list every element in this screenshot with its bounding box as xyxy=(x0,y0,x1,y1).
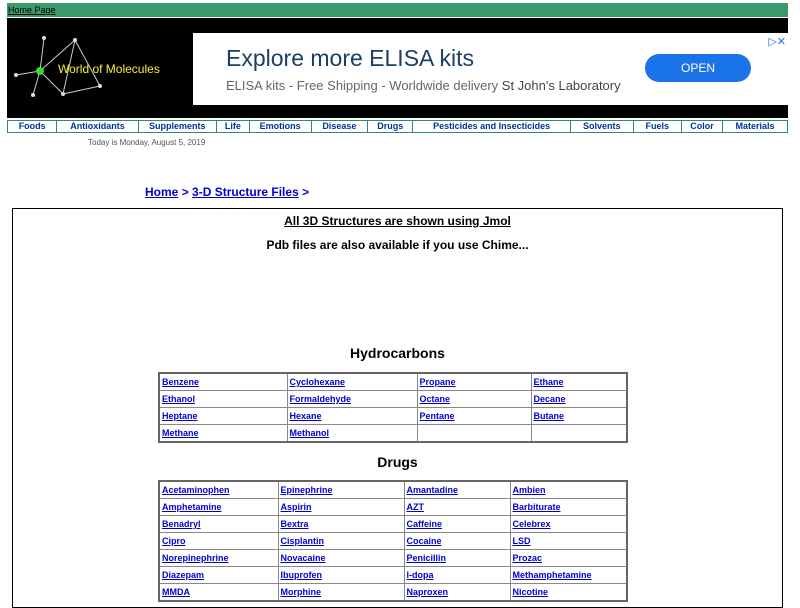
jmol-note: All 3D Structures are shown using Jmol xyxy=(284,214,511,228)
molecule-link[interactable]: Cisplantin xyxy=(280,536,325,546)
molecule-link[interactable]: Celebrex xyxy=(512,519,551,529)
table-cell[interactable] xyxy=(159,373,287,391)
molecule-link[interactable]: Nicotine xyxy=(512,587,549,597)
molecule-link[interactable]: Diazepam xyxy=(162,570,205,580)
molecule-link[interactable]: Methamphetamine xyxy=(512,570,592,580)
molecule-link[interactable]: Amantadine xyxy=(406,485,459,495)
ad-subtitle xyxy=(226,78,621,93)
table-cell[interactable] xyxy=(159,516,278,533)
nav-link-disease[interactable]: Disease xyxy=(322,121,357,131)
table-cell[interactable] xyxy=(278,533,404,550)
table-cell[interactable] xyxy=(510,567,627,584)
logo-text: World of Molecules xyxy=(58,62,160,76)
nav-item-emotions[interactable] xyxy=(249,121,311,133)
molecule-link[interactable]: MMDA xyxy=(162,587,190,597)
table-cell[interactable] xyxy=(159,584,278,602)
table-cell[interactable] xyxy=(159,481,278,499)
molecule-link[interactable]: Prozac xyxy=(512,553,543,563)
table-cell[interactable] xyxy=(404,550,510,567)
drugs-heading: Drugs xyxy=(377,454,418,470)
site-header xyxy=(7,18,788,118)
table-cell[interactable] xyxy=(159,550,278,567)
nav-link-antioxidants[interactable]: Antioxidants xyxy=(70,121,125,131)
nav-link-color[interactable]: Color xyxy=(690,121,714,131)
breadcrumb-separator: > xyxy=(181,185,189,199)
molecule-link[interactable]: Naproxen xyxy=(406,587,449,597)
nav-item-solvents[interactable] xyxy=(570,121,633,133)
home-page-link[interactable]: Home Page xyxy=(8,5,56,15)
nav-link-supplements[interactable]: Supplements xyxy=(149,121,206,131)
table-cell[interactable] xyxy=(404,584,510,602)
ad-choices-icon[interactable]: ▷✕ xyxy=(768,36,786,48)
table-cell[interactable] xyxy=(404,567,510,584)
table-cell[interactable] xyxy=(278,550,404,567)
molecule-link[interactable]: Pentane xyxy=(419,411,455,421)
nav-link-life[interactable]: Life xyxy=(224,121,241,131)
table-cell[interactable] xyxy=(417,373,531,391)
molecule-link[interactable]: Cipro xyxy=(162,536,186,546)
molecule-link[interactable]: Methane xyxy=(162,428,199,438)
table-row xyxy=(159,481,627,499)
nav-item-supplements[interactable] xyxy=(138,121,216,133)
table-cell[interactable] xyxy=(278,584,404,602)
nav-item-pesticides[interactable] xyxy=(413,121,570,133)
molecule-link[interactable]: Caffeine xyxy=(406,519,443,529)
table-cell[interactable] xyxy=(287,391,417,408)
nav-link-solvents[interactable]: Solvents xyxy=(582,121,621,131)
nav-link-pesticides[interactable]: Pesticides and Insecticides xyxy=(433,121,551,131)
table-row xyxy=(159,425,627,443)
molecule-link[interactable]: Norepinephrine xyxy=(162,553,229,563)
molecule-link[interactable]: Ethane xyxy=(533,377,564,387)
nav-item-drugs[interactable] xyxy=(368,121,413,133)
ad-advertiser: St John's Laboratory xyxy=(501,78,621,93)
molecule-link[interactable]: Morphine xyxy=(280,587,321,597)
molecule-link[interactable]: Octane xyxy=(419,394,451,404)
table-cell[interactable] xyxy=(510,499,627,516)
table-cell[interactable] xyxy=(159,425,287,443)
table-cell[interactable] xyxy=(159,533,278,550)
molecule-link[interactable]: LSD xyxy=(512,536,531,546)
top-bar xyxy=(7,3,788,17)
table-cell[interactable] xyxy=(278,481,404,499)
table-row xyxy=(159,408,627,425)
table-row xyxy=(159,499,627,516)
table-cell[interactable] xyxy=(510,550,627,567)
nav-item-foods[interactable] xyxy=(8,121,57,133)
molecule-link[interactable]: Decane xyxy=(533,394,566,404)
molecule-link[interactable]: Penicillin xyxy=(406,553,447,563)
molecule-link[interactable]: Benadryl xyxy=(162,519,201,529)
molecule-link[interactable]: Formaldehyde xyxy=(289,394,352,404)
nav-link-drugs[interactable]: Drugs xyxy=(377,121,404,131)
table-cell[interactable] xyxy=(159,391,287,408)
category-nav xyxy=(7,120,788,133)
molecule-link[interactable]: Cocaine xyxy=(406,536,442,546)
table-cell[interactable] xyxy=(278,499,404,516)
ad-open-button[interactable]: OPEN xyxy=(645,54,751,82)
nav-item-disease[interactable] xyxy=(311,121,368,133)
nav-item-color[interactable] xyxy=(681,121,722,133)
nav-link-emotions[interactable]: Emotions xyxy=(259,121,301,131)
table-row xyxy=(159,584,627,602)
table-cell[interactable] xyxy=(404,499,510,516)
breadcrumb xyxy=(145,185,309,199)
hydrocarbons-heading: Hydrocarbons xyxy=(350,345,445,361)
chime-note: Pdb files are also available if you use Chime... xyxy=(266,238,529,252)
table-cell[interactable] xyxy=(510,481,627,499)
table-cell[interactable] xyxy=(278,516,404,533)
table-cell[interactable] xyxy=(404,481,510,499)
table-cell[interactable] xyxy=(159,499,278,516)
molecule-link[interactable]: Epinephrine xyxy=(280,485,333,495)
table-cell[interactable] xyxy=(531,391,627,408)
nav-link-foods[interactable]: Foods xyxy=(18,121,46,131)
molecule-link[interactable]: Butane xyxy=(533,411,565,421)
table-cell[interactable] xyxy=(417,391,531,408)
molecule-link[interactable]: Ambien xyxy=(512,485,546,495)
ad-title[interactable]: Explore more ELISA kits xyxy=(226,45,474,71)
table-cell[interactable] xyxy=(404,533,510,550)
breadcrumb-separator: > xyxy=(302,185,310,199)
molecule-link[interactable]: Methanol xyxy=(289,428,329,438)
drugs-table xyxy=(158,480,628,602)
structures-panel xyxy=(12,208,783,608)
nav-item-fuels[interactable] xyxy=(633,121,681,133)
nav-link-materials[interactable]: Materials xyxy=(735,121,775,131)
molecule-link[interactable]: l-dopa xyxy=(406,570,434,580)
breadcrumb-home-link[interactable]: Home xyxy=(145,185,179,199)
molecule-link[interactable]: Novacaine xyxy=(280,553,326,563)
table-cell[interactable] xyxy=(287,425,417,443)
breadcrumb-current-link[interactable]: 3-D Structure Files xyxy=(192,185,299,199)
table-cell[interactable] xyxy=(287,373,417,391)
table-cell[interactable] xyxy=(417,408,531,425)
molecule-link[interactable]: Acetaminophen xyxy=(162,485,230,495)
table-cell[interactable] xyxy=(510,516,627,533)
table-row xyxy=(159,550,627,567)
table-cell[interactable] xyxy=(531,408,627,425)
molecule-link[interactable]: Aspirin xyxy=(280,502,312,512)
molecule-link[interactable]: Benzene xyxy=(162,377,200,387)
date-text: Today is Monday, August 5, 2019 xyxy=(88,138,206,147)
table-cell[interactable] xyxy=(278,567,404,584)
table-row xyxy=(159,533,627,550)
molecule-link[interactable]: Amphetamine xyxy=(162,502,222,512)
table-row xyxy=(159,391,627,408)
hydrocarbons-table xyxy=(158,372,628,443)
table-row xyxy=(159,373,627,391)
table-cell xyxy=(417,425,531,443)
molecule-link[interactable]: AZT xyxy=(406,502,424,512)
nav-item-materials[interactable] xyxy=(723,121,788,133)
table-cell[interactable] xyxy=(404,516,510,533)
table-cell[interactable] xyxy=(159,408,287,425)
table-cell[interactable] xyxy=(510,584,627,602)
molecule-link[interactable]: Ibuprofen xyxy=(280,570,322,580)
molecule-link[interactable]: Hexane xyxy=(289,411,322,421)
molecule-link[interactable]: Propane xyxy=(419,377,456,387)
table-cell[interactable] xyxy=(531,373,627,391)
nav-link-fuels[interactable]: Fuels xyxy=(645,121,670,131)
nav-item-life[interactable] xyxy=(216,121,249,133)
table-cell[interactable] xyxy=(510,533,627,550)
molecule-link[interactable]: Heptane xyxy=(162,411,198,421)
molecule-link[interactable]: Ethanol xyxy=(162,394,195,404)
ad-subtitle-text: ELISA kits - Free Shipping - Worldwide delivery xyxy=(226,78,499,93)
ad-banner[interactable] xyxy=(193,33,788,105)
table-cell[interactable] xyxy=(287,408,417,425)
molecule-link[interactable]: Cyclohexane xyxy=(289,377,346,387)
table-cell xyxy=(531,425,627,443)
molecule-link[interactable]: Bextra xyxy=(280,519,309,529)
table-row xyxy=(159,516,627,533)
molecule-link[interactable]: Barbiturate xyxy=(512,502,561,512)
nav-item-antioxidants[interactable] xyxy=(57,121,138,133)
table-row xyxy=(159,567,627,584)
site-logo[interactable] xyxy=(7,18,193,118)
table-cell[interactable] xyxy=(159,567,278,584)
